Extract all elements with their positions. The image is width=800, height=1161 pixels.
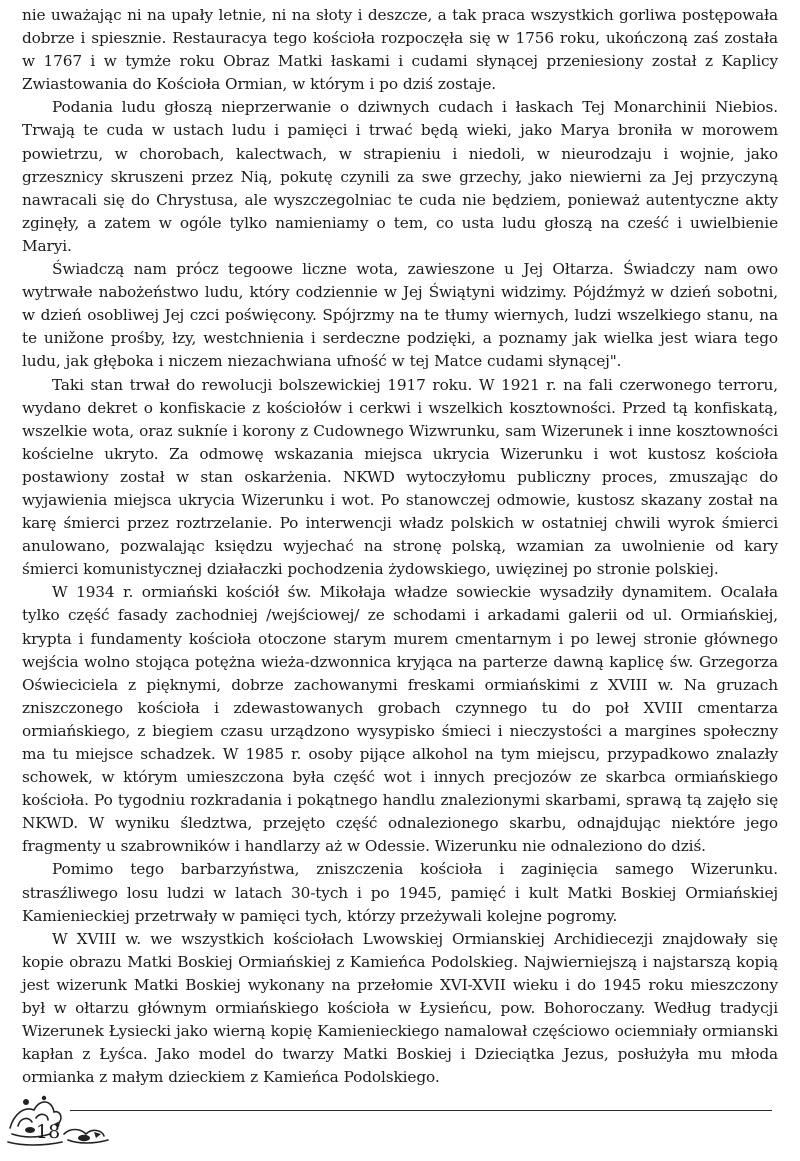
paragraph-4: Taki stan trwał do rewolucji bolszewickiej 1917 roku. W 1921 r. na fali czerwonego terroru, wydano dekret o konfiskacie z kościołów i cerkwi i wszelkich kosztowności. Przed tą konfiskatą, wszelkie wota, oraz sukníe i korony z Cudownego Wizwrunku, sam Wizerunek i inne kosztowności kościelne ukryto. Za odmowę wskazania miejsca ukrycia Wizerunku i wot kustosz kościoła postawiony został w stan oskarżenia. NKWD wytoczyłomu publiczny proces, zmuszając do wyjawienia miejsca ukrycia Wizerunku i wot. Po stanowczej odmowie, kustosz skazany został na karę śmierci przez roztrzelanie. Po interwencji władz polskich w ostatniej chwili wyrok śmierci anulowano, pozwalając księdzu wyjechać na stronę polską, wzamian za uwolnienie od kary śmierci komunistycznej działaczki pochodzenia żydowskiego, uwięzinej po stronie polskiej. — [22, 375, 778, 579]
decorative-vignette-icon — [4, 1088, 122, 1154]
page-body — [22, 4, 778, 1089]
footer-rule — [70, 1110, 772, 1111]
paragraph-7: W XVIII w. we wszystkich kościołach Lwowskiej Ormianskiej Archidiecezji znajdowały się kopie obrazu Matki Boskiej Ormiańskiej z Kamieńca Podolskieg. Najwierniejszą i najstarszą kopią jest wizerunk Matki Boskiej wykonany na przełomie XVI-XVII wieku i do 1945 roku mieszczony był w ołtarzu głównym ormiańskiego kościoła w Łysieńcu, pow. Bohoroczany. Według tradycji Wizerunek Łysiecki jako wierną kopię Kamienieckiego namalował częściowo ociemniały ormianski kapłan z Łyśca. Jako model do twarzy Matki Boskiej i Dzieciątka Jezus, posłużyła mu młoda ormianka z małym dzieckiem z Kamieńca Podolskiego. — [22, 929, 778, 1087]
paragraph-2: Podania ludu głoszą nieprzerwanie o dziwnych cudach i łaskach Tej Monarchinii Niebios. Trwają te cuda w ustach ludu i pamięci i trwać będą wieki, jako Marya broniła w morowem powietrzu, w chorobach, kalectwach, w strapieniu i niedoli, w nieurodzaju i wojnie, jako grzesznicy skruszeni przez Nią, pokutę czynili za swe grzechy, jako niewierni za Jej przyczyną nawracali się do Chrystusa, ale wyszczegolniac te cuda nie będziem, ponieważ autentyczne akty zginęły, a zatem w ogóle tylko namieniamy o tem, co usta ludu głoszą na cześć i uwielbienie Maryi. — [22, 98, 778, 255]
paragraph-1: nie uważając ni na upały letnie, ni na słoty i deszcze, a tak praca wszystkich gorliwa postępowała dobrze i spiesznie. Restauracya tego kościoła rozpoczęła się w 1756 roku, ukończoną zaś została w 1767 i w tymże roku Obraz Matki łaskami i cudami słynącej przeniesiony został z Kaplicy Zwiastowania do Kościoła Ormian, w którym i po dziś zostaje. — [22, 6, 778, 94]
paragraph-3: Świadczą nam prócz tegoowe liczne wota, zawieszone u Jej Ołtarza. Świadczy nam owo wytrwałe nabożeństwo ludu, który codziennie w Jej Świątyni widzimy. Pójdźmyż w dzień sobotni, w dzień osobliwej Jej czci poświęcony. Spójrzmy na te tłumy wiernych, ludzi wszelkiego stanu, na te unižone prośby, łzy, westchnienia i serdeczne podzięki, a poznamy jak wielka jest wiara tego ludu, jak głęboka i niczem niezachwiana ufność w tej Matce cudami słynącej". — [22, 260, 778, 371]
page-footer — [0, 1088, 800, 1148]
paragraph-5: W 1934 r. ormiański kościół św. Mikołaja władze sowieckie wysadziły dynamitem. Ocalała tylko część fasady zachodniej /wejściowej/ ze schodami i arkadami galerii od ul. Ormiańskiej, krypta i fundamenty kościoła otoczone starym murem cmentarnym i po lewej stronie głównego wejścia wolno stojąca potężna wieża-dzwonnica kryjąca na parterze dawną kaplicę św. Grzegorza Oświeciciela z pięknymi, dobrze zachowanymi freskami ormiańskimi z XVIII w. Na gruzach zniszczonego kościoła i zdewastowanych grobach czynnego tu do poł XVIII cmentarza ormiańskiego, z biegiem czasu urządzono wysypisko śmieci i nieczystości a margines społeczny ma tu miejsce schadzek. W 1985 r. osoby pijące alkohol na tym miejscu, przypadkowo znalazły schowek, w którym umieszczona była część wot i innych precjozów ze skarbca ormiańskiego kościoła. Po tygodniu rozkradania i pokątnego handlu znalezionymi skarbami, sprawą tą zajęło się NKWD. W wyniku śledztwa, przejęto część odnalezionego skarbu, odnajdując niektóre jego fragmenty u szabrowników i handlarzy aż w Odessie. Wizerunku nie odnaleziono do dziś. — [22, 583, 778, 856]
page-number: 18 — [36, 1121, 61, 1143]
paragraph-6: Pomimo tego barbarzyństwa, zniszczenia kościoła i zaginięcia samego Wizerunku. strasźliwego losu ludzi w latach 30-tych i po 1945, pamięć i kult Matki Boskiej Ormiańskiej Kamienieckiej przetrwały w pamięci tych, którzy przeżywali kolejne pogromy. — [22, 860, 778, 925]
